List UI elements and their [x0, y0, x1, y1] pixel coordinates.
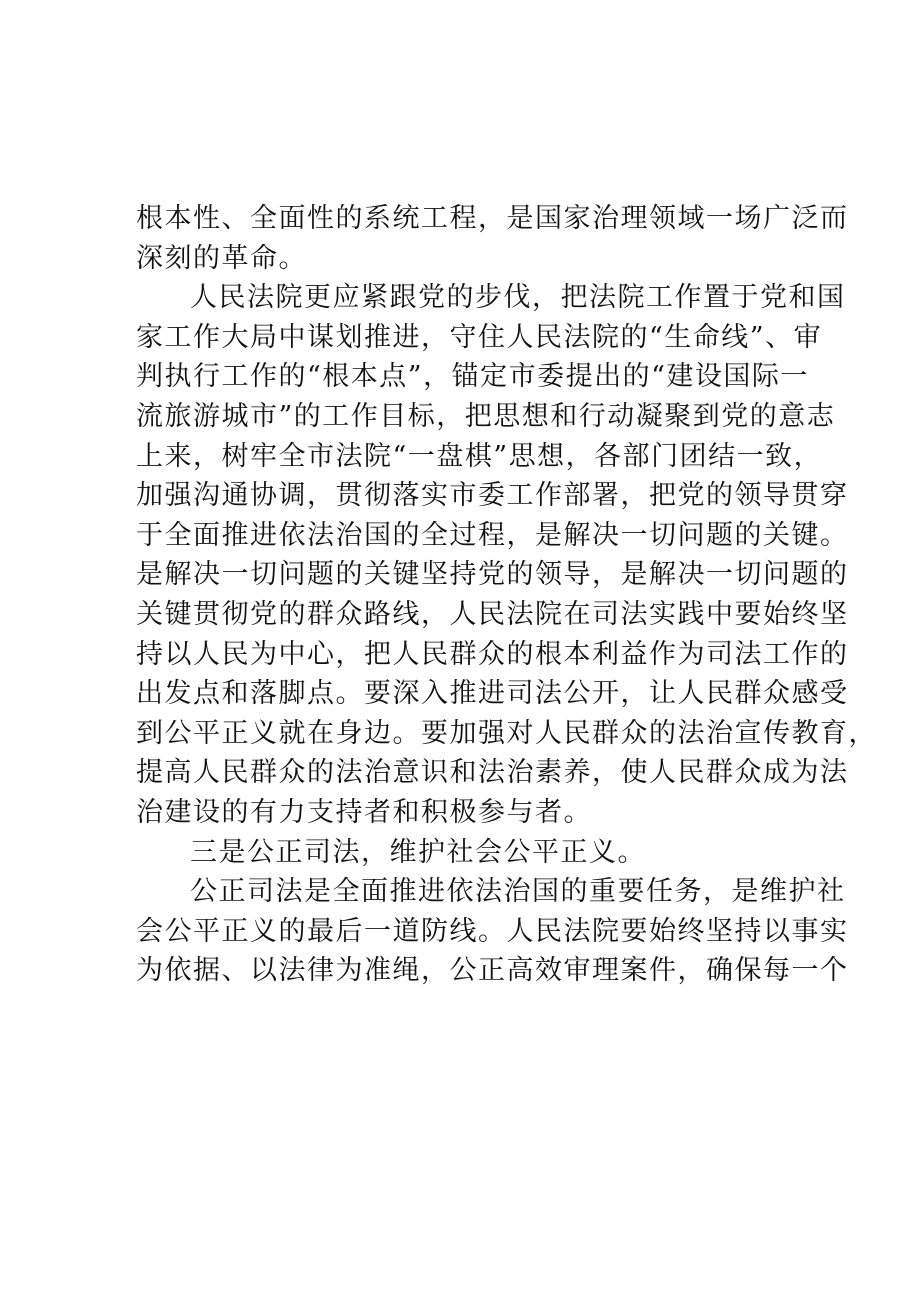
text-line-19: 会公平正义的最后一道防线。人民法院要始终坚持以事实 [136, 915, 849, 947]
text-line-13: 出发点和落脚点。要深入推进司法公开，让人民群众感受 [136, 678, 849, 710]
text-line-16: 治建设的有力支持者和积极参与者。 [136, 796, 592, 828]
text-line-10: 是解决一切问题的关键坚持党的领导，是解决一切问题的 [136, 559, 849, 591]
text-line-5: 判执行工作的“根本点”，锚定市委提出的“建设国际一 [136, 361, 809, 393]
text-line-12: 持以人民为中心，把人民群众的根本利益作为司法工作的 [136, 638, 849, 670]
text-line-20: 为依据、以法律为准绳，公正高效审理案件，确保每一个 [136, 955, 849, 987]
text-line-11: 关键贯彻党的群众路线，人民法院在司法实践中要始终坚 [136, 598, 849, 630]
text-line-3: 人民法院更应紧跟党的步伐，把法院工作置于党和国 [190, 282, 846, 314]
text-line-15: 提高人民群众的法治意识和法治素养，使人民群众成为法 [136, 757, 849, 789]
text-line-6: 流旅游城市”的工作目标，把思想和行动凝聚到党的意志 [136, 400, 836, 432]
text-line-9: 于全面推进依法治国的全过程，是解决一切问题的关键。 [136, 519, 849, 551]
text-line-4: 家工作大局中谋划推进，守住人民法院的“生命线”、审 [136, 321, 823, 353]
text-line-1: 根本性、全面性的系统工程，是国家治理领域一场广泛而 [136, 203, 849, 234]
body-text [136, 199, 877, 991]
text-line-7: 上来，树牢全市法院“一盘棋”思想，各部门团结一致， [136, 440, 823, 472]
text-line-18: 公正司法是全面推进依法治国的重要任务，是维护社 [190, 876, 846, 908]
text-line-2: 深刻的革命。 [136, 242, 307, 274]
text-line-8: 加强沟通协调，贯彻落实市委工作部署，把党的领导贯穿 [136, 480, 849, 512]
text-line-17: 三是公正司法，维护社会公平正义。 [190, 836, 646, 868]
text-line-14: 到公平正义就在身边。要加强对人民群众的法治宣传教育， [136, 717, 877, 749]
